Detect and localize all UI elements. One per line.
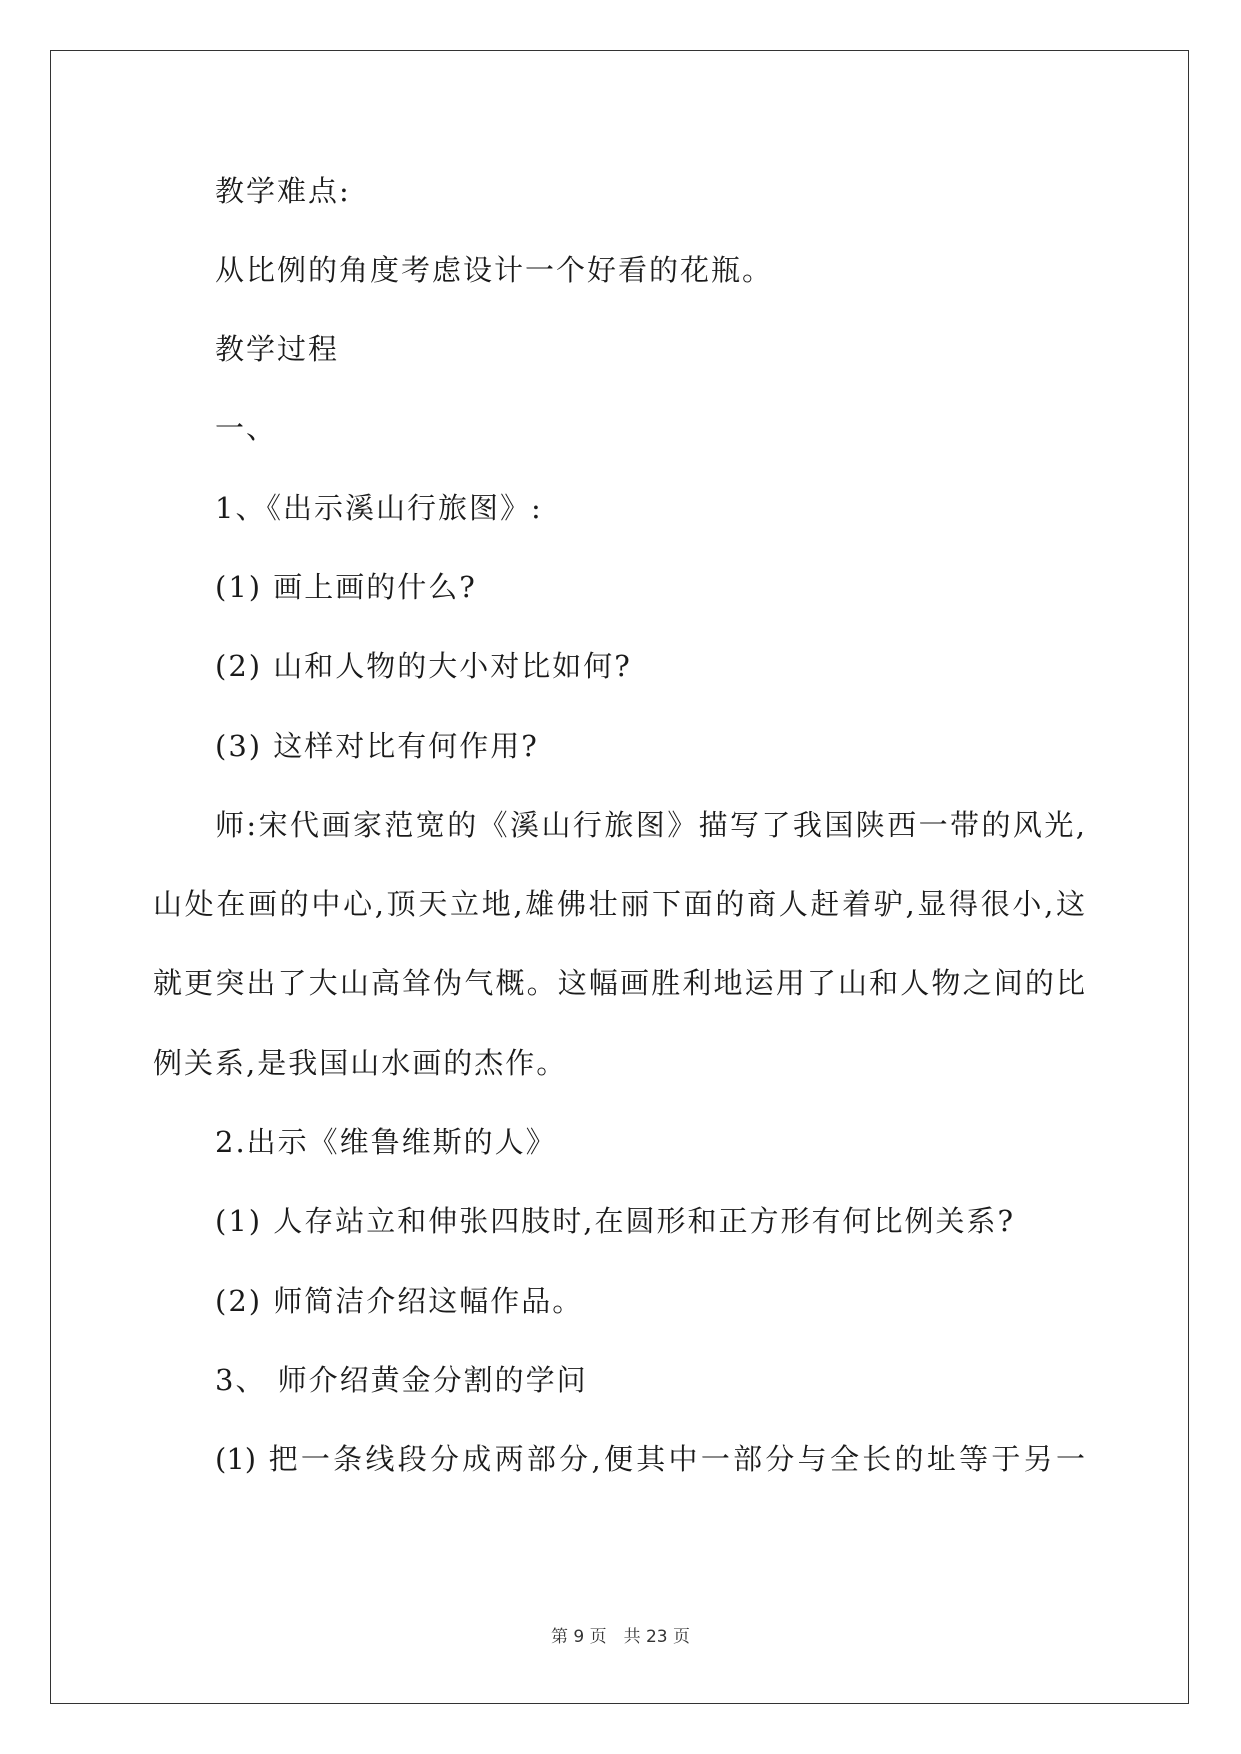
paragraph-line: 1、《出示溪山行旅图》:	[215, 491, 543, 525]
paragraph-line: (1) 把一条线段分成两部分,便其中一部分与全长的址等于另一	[215, 1442, 1085, 1476]
paragraph-line: 例关系,是我国山水画的杰作。	[153, 1046, 568, 1080]
page-number-footer: 第 9 页 共 23 页	[550, 1627, 691, 1647]
paragraph-line: 山处在画的中心,顶天立地,雄佛壮丽下面的商人赶着驴,显得很小,这	[153, 887, 1085, 921]
paragraph-line: (3) 这样对比有何作用?	[215, 729, 539, 763]
paragraph-line: 3、 师介绍黄金分割的学问	[215, 1363, 588, 1397]
paragraph-line: 就更突出了大山高耸伪气概。这幅画胜利地运用了山和人物之间的比	[153, 966, 1085, 1000]
paragraph-line: 2.出示《维鲁维斯的人》	[215, 1125, 557, 1159]
paragraph-line: 一、	[215, 411, 278, 445]
paragraph-line: 教学难点:	[215, 174, 351, 208]
paragraph-line: (1) 画上画的什么?	[215, 570, 477, 604]
paragraph-line: (1) 人存站立和伸张四肢时,在圆形和正方形有何比例关系?	[215, 1204, 1016, 1238]
paragraph-line: 教学过程	[215, 332, 340, 366]
paragraph-line: (2) 师简洁介绍这幅作品。	[215, 1284, 584, 1318]
paragraph-line: 从比例的角度考虑设计一个好看的花瓶。	[215, 253, 774, 287]
paragraph-line: 师:宋代画家范宽的《溪山行旅图》描写了我国陕西一带的风光,	[215, 808, 1085, 842]
paragraph-line: (2) 山和人物的大小对比如何?	[215, 649, 632, 683]
